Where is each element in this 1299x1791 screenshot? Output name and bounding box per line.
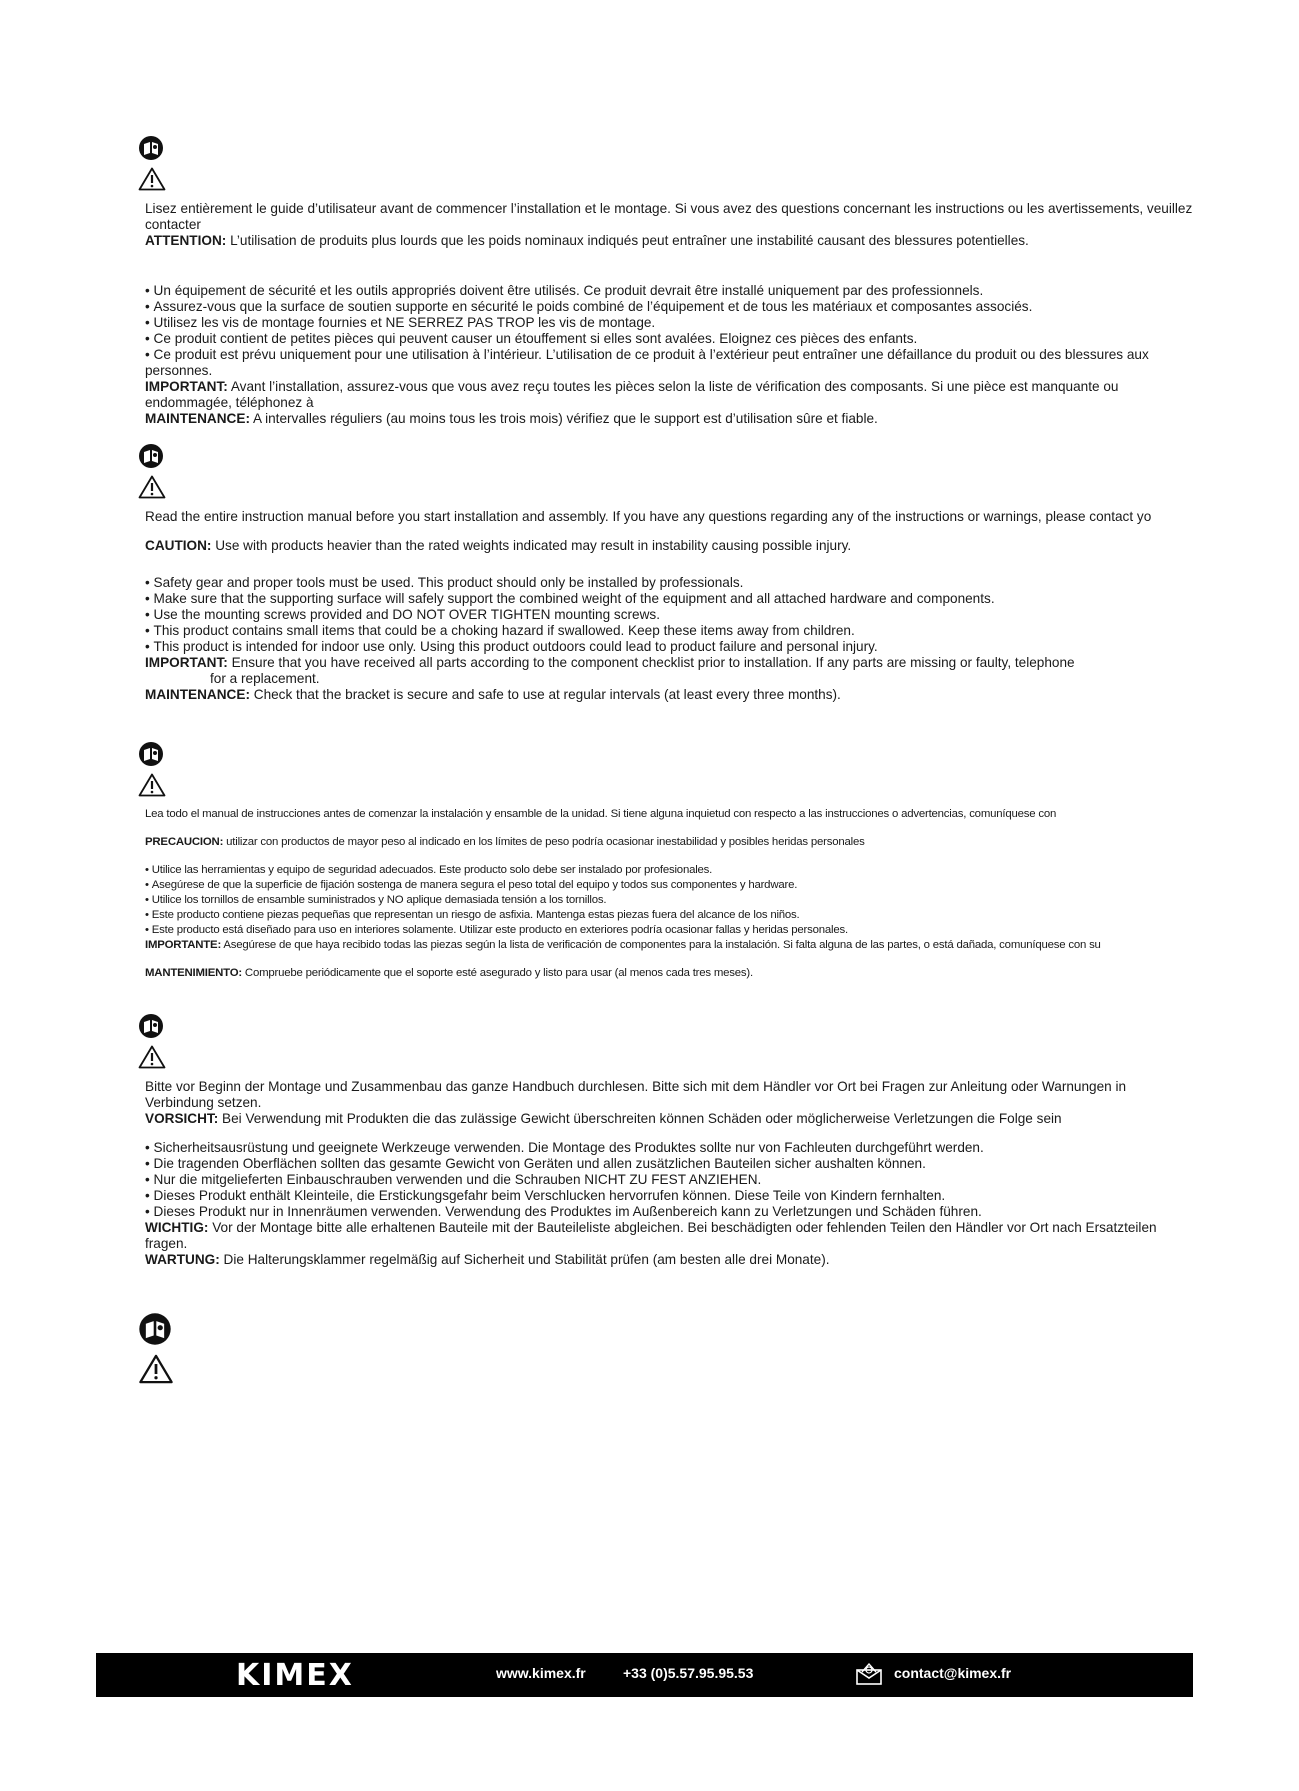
phone-number: +33 (0)5.57.95.95.53 xyxy=(623,1665,754,1681)
warning-icon xyxy=(138,773,166,797)
website-link[interactable]: www.kimex.fr xyxy=(496,1665,586,1681)
brand-logo: KIMEX xyxy=(236,1658,354,1693)
caution-text: Use with products heavier than the rated weights indicated may result in instability causing possible injury. xyxy=(211,538,852,553)
wichtig-text: Vor der Montage bitte alle erhaltenen Bauteile mit der Bauteileliste abgleichen. Bei beschädigten oder fehlenden Teilen den Händler vor Ort nach Ersatzteilen fragen. xyxy=(145,1220,1157,1251)
safety-list xyxy=(135,863,1195,938)
list-item: • Asegúrese de que la superficie de fijación sostenga de manera segura el peso total del equipo y todos sus componentes y hardware. xyxy=(135,878,1195,893)
mantenimiento-line xyxy=(135,966,1195,981)
list-item: • Sicherheitsausrüstung und geeignete Werkzeuge verwenden. Die Montage des Produktes sollte nur von Fachleuten durchgeführt werden. xyxy=(135,1140,1195,1156)
list-item: • Safety gear and proper tools must be used. This product should only be installed by professionals. xyxy=(135,575,1195,591)
list-item: • Ce produit est prévu uniquement pour une utilisation à l’intérieur. L’utilisation de ce produit à l’extérieur peut entraîner une défaillance du produit ou des blessures aux personnes. xyxy=(135,347,1195,379)
list-item: • Make sure that the supporting surface will safely support the combined weight of the equipment and all attached hardware and components. xyxy=(135,591,1195,607)
wartung-line xyxy=(135,1252,1195,1268)
section-english xyxy=(135,443,1195,703)
wartung-label: WARTUNG: xyxy=(145,1252,220,1267)
maintenance-label: MAINTENANCE: xyxy=(145,687,250,702)
maintenance-line xyxy=(135,687,1195,703)
list-item: • Este producto contiene piezas pequeñas que representan un riesgo de asfixia. Mantenga estas piezas fuera del alcance de los niños. xyxy=(135,908,1195,923)
list-item: • Die tragenden Oberflächen sollten das gesamte Gewicht von Geräten und allen zusätzlichen Bauteilen sicher aushalten können. xyxy=(135,1156,1195,1172)
important-label: IMPORTANT: xyxy=(145,379,228,394)
mantenimiento-text: Compruebe periódicamente que el soporte esté asegurado y listo para usar (al menos cada tres meses). xyxy=(241,967,753,979)
list-item: • Utilisez les vis de montage fournies et NE SERREZ PAS TROP les vis de montage. xyxy=(135,315,1195,331)
intro-text: Lisez entièrement le guide d’utilisateur avant de commencer l’installation et le montage. Si vous avez des questions concernant les instructions ou les avertissements, veuillez contacter xyxy=(145,201,1193,232)
email-link[interactable]: contact@kimex.fr xyxy=(894,1665,1012,1681)
important-line xyxy=(135,655,1195,671)
icon-group xyxy=(138,443,1195,499)
attention-text: L’utilisation de produits plus lourds que les poids nominaux indiqués peut entraîner une instabilité causant des blessures potentielles. xyxy=(226,233,1029,248)
maintenance-line xyxy=(135,411,1195,427)
maintenance-label: MAINTENANCE: xyxy=(145,411,250,426)
precaucion-text: utilizar con productos de mayor peso al indicado en los límites de peso podría ocasionar inestabilidad y posibles heridas personales xyxy=(223,836,865,848)
icon-group xyxy=(138,741,1195,797)
list-item: • Utilice las herramientas y equipo de seguridad adecuados. Este producto solo debe ser instalado por profesionales. xyxy=(135,863,1195,878)
icon-group xyxy=(138,1013,1195,1069)
vorsicht-text: Bei Verwendung mit Produkten die das zulässige Gewicht überschreiten können Schäden oder möglicherweise Verletzungen die Folge sein xyxy=(218,1111,1062,1126)
intro-text: Lea todo el manual de instrucciones antes de comenzar la instalación y ensamble de la unidad. Si tiene alguna inquietud con respecto a las instrucciones o advertencias, comuníquese con xyxy=(145,808,1057,820)
section-spanish xyxy=(135,741,1195,981)
caution-label: CAUTION: xyxy=(145,538,212,553)
importante-text: Asegúrese de que haya recibido todas las piezas según la lista de verificación de componentes para la instalación. Si falta alguna de las partes, o está dañada, comuníquese con su xyxy=(221,939,1101,951)
manual-icon xyxy=(138,741,164,767)
list-item: • Dieses Produkt enthält Kleinteile, die Erstickungsgefahr beim Verschlucken hervorrufen können. Diese Teile von Kindern fernhalten. xyxy=(135,1188,1195,1204)
warning-icon xyxy=(138,1354,174,1384)
list-item: • Ce produit contient de petites pièces qui peuvent causer un étouffement si elles sont avalées. Eloignez ces pièces des enfants. xyxy=(135,331,1195,347)
icon-group xyxy=(138,135,1195,191)
attention-line xyxy=(135,233,1195,249)
list-item: • Nur die mitgelieferten Einbauschrauben verwenden und die Schrauben NICHT ZU FEST ANZIEHEN. xyxy=(135,1172,1195,1188)
section-french xyxy=(135,135,1195,427)
intro-block xyxy=(135,807,1195,850)
important-continuation: for a replacement. xyxy=(210,671,320,686)
wichtig-label: WICHTIG: xyxy=(145,1220,209,1235)
safety-list xyxy=(135,575,1195,655)
manual-icon xyxy=(138,1312,172,1346)
list-item: • Dieses Produkt nur in Innenräumen verwenden. Verwendung des Produktes im Außenbereich kann zu Verletzungen und Schäden führen. xyxy=(135,1204,1195,1220)
vorsicht-line xyxy=(135,1111,1195,1127)
attention-label: ATTENTION: xyxy=(145,233,227,248)
important-text: Ensure that you have received all parts according to the component checklist prior to installation. If any parts are missing or faulty, telephone xyxy=(227,655,1075,670)
icon-group xyxy=(138,1312,1195,1384)
vorsicht-label: VORSICHT: xyxy=(145,1111,219,1126)
intro-block xyxy=(135,509,1195,554)
maintenance-text: Check that the bracket is secure and safe to use at regular intervals (at least every three months). xyxy=(249,687,841,702)
warning-icon xyxy=(138,475,166,499)
warning-icon xyxy=(138,167,166,191)
wichtig-line xyxy=(135,1220,1195,1252)
list-item: • Utilice los tornillos de ensamble suministrados y NO aplique demasiada tensión a los tornillos. xyxy=(135,893,1195,908)
section-empty xyxy=(135,1312,1195,1384)
important-line xyxy=(135,379,1195,411)
manual-icon xyxy=(138,1013,164,1039)
manual-icon xyxy=(138,443,164,469)
mantenimiento-label: MANTENIMIENTO: xyxy=(145,967,242,979)
list-item: • Assurez-vous que la surface de soutien supporte en sécurité le poids combiné de l’équipement et de tous les matériaux et composantes associés. xyxy=(135,299,1195,315)
section-german xyxy=(135,1013,1195,1268)
caution-line xyxy=(135,538,1195,554)
intro-block xyxy=(135,201,1195,249)
precaucion-line xyxy=(135,835,1195,850)
manual-icon xyxy=(138,135,164,161)
warning-icon xyxy=(138,1045,166,1069)
list-item: • This product contains small items that could be a choking hazard if swallowed. Keep these items away from children. xyxy=(135,623,1195,639)
intro-text: Read the entire instruction manual before you start installation and assembly. If you have any questions regarding any of the instructions or warnings, please contact yo xyxy=(145,509,1152,524)
footer-bar xyxy=(96,1653,1193,1697)
important-label: IMPORTANT: xyxy=(145,655,228,670)
maintenance-text: A intervalles réguliers (au moins tous les trois mois) vérifiez que le support est d’utilisation sûre et fiable. xyxy=(249,411,878,426)
important-text: Avant l’installation, assurez-vous que vous avez reçu toutes les pièces selon la liste de vérification des composants. Si une pièce est manquante ou endommagée, téléphonez à xyxy=(145,379,1119,410)
list-item: • Este producto está diseñado para uso en interiores solamente. Utilizar este producto en exteriores podría ocasionar fallas y heridas personales. xyxy=(135,923,1195,938)
list-item: • This product is intended for indoor use only. Using this product outdoors could lead to product failure and personal injury. xyxy=(135,639,1195,655)
importante-label: IMPORTANTE: xyxy=(145,939,222,951)
safety-list xyxy=(135,1140,1195,1220)
list-item: • Use the mounting screws provided and DO NOT OVER TIGHTEN mounting screws. xyxy=(135,607,1195,623)
precaucion-label: PRECAUCION: xyxy=(145,836,224,848)
mail-icon xyxy=(856,1663,882,1685)
safety-list xyxy=(135,283,1195,379)
wartung-text: Die Halterungsklammer regelmäßig auf Sicherheit und Stabilität prüfen (am besten alle drei Monate). xyxy=(219,1252,830,1267)
list-item: • Un équipement de sécurité et les outils appropriés doivent être utilisés. Ce produit devrait être installé uniquement par des professionnels. xyxy=(135,283,1195,299)
intro-block xyxy=(135,1079,1195,1127)
intro-text: Bitte vor Beginn der Montage und Zusammenbau das ganze Handbuch durchlesen. Bitte sich mit dem Händler vor Ort bei Fragen zur Anleitung oder Warnungen in Verbindung setzen. xyxy=(145,1079,1127,1110)
importante-line xyxy=(135,938,1195,953)
